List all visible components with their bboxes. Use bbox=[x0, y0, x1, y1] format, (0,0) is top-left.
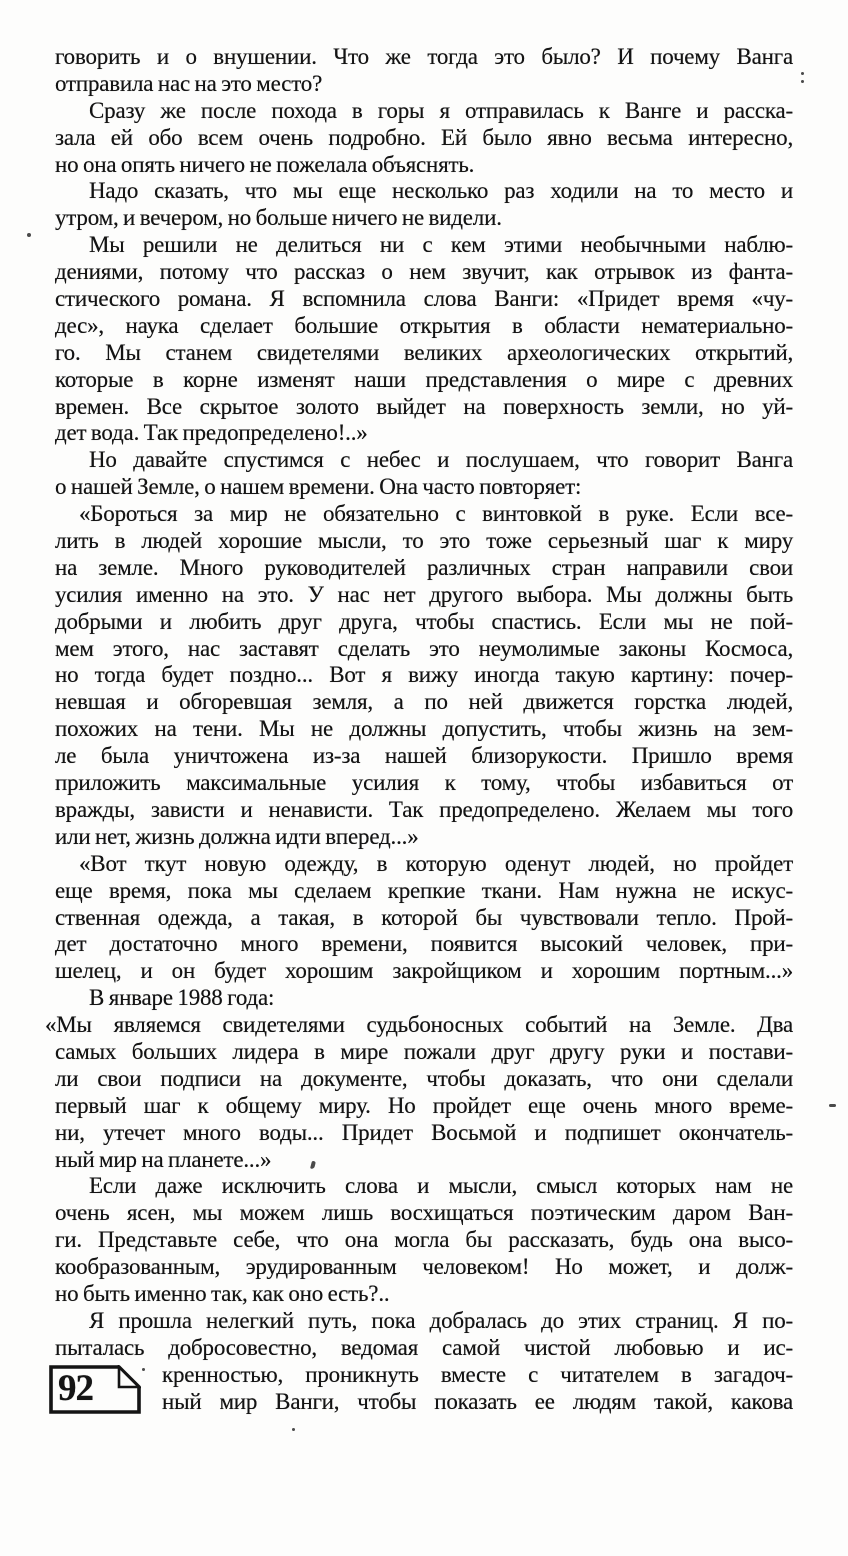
text-line: дет достаточно много времени, появится высокий человек, при- bbox=[55, 931, 793, 957]
text-line: «Мы являемся свидетелями судьбоносных событий на Земле. Два bbox=[45, 1012, 793, 1038]
text-line: Но давайте спустимся с небес и послушаем, что говорит Ванга bbox=[89, 447, 793, 473]
text-line: шелец, и он будет хорошим закройщиком и хорошим портным...» bbox=[55, 958, 793, 984]
text-line: ный мир Ванги, чтобы показать ее людям такой, какова bbox=[162, 1388, 793, 1414]
text-line: ни, утечет много воды... Придет Восьмой и подпишет окончатель- bbox=[55, 1119, 793, 1145]
text-line: дет вода. Так предопределено!..» bbox=[55, 420, 368, 446]
scan-speck bbox=[801, 72, 804, 75]
text-line: лить в людей хорошие мысли, то это тоже серьезный шаг к миру bbox=[55, 528, 793, 554]
scan-speck bbox=[292, 1428, 295, 1431]
text-line: утром, и вечером, но больше ничего не видели. bbox=[55, 205, 502, 231]
text-line: самых больших лидера в мире пожали друг другу руки и постави- bbox=[55, 1038, 793, 1064]
text-line: дениями, потому что рассказ о нем звучит, как отрывок из фанта- bbox=[55, 259, 793, 285]
page-text bbox=[45, 44, 793, 1415]
text-line: «Вот ткут новую одежду, в которую оденут людей, но пройдет bbox=[79, 850, 793, 876]
text-line: говорить и о внушении. Что же тогда это было? И почему Ванга bbox=[55, 44, 793, 69]
text-line: но тогда будет поздно... Вот я вижу иногда такую картину: почер- bbox=[55, 662, 793, 688]
text-line: вражды, зависти и ненависти. Так предопределено. Желаем мы того bbox=[55, 796, 793, 822]
text-line: дес», наука сделает большие открытия в области нематериально- bbox=[55, 312, 793, 338]
text-line: зала ей обо всем очень подробно. Ей было явно весьма интересно, bbox=[55, 124, 793, 150]
scan-speck bbox=[801, 80, 804, 83]
text-line: Я прошла нелегкий путь, пока добралась до этих страниц. Я по- bbox=[89, 1307, 793, 1333]
text-line: которые в корне изменят наши представления о мире с древних bbox=[55, 366, 793, 392]
text-line: похожих на тени. Мы не должны допустить, чтобы жизнь на зем- bbox=[55, 716, 793, 742]
text-line: ги. Представьте себе, что она могла бы рассказать, будь она высо- bbox=[55, 1227, 793, 1253]
text-line: ли свои подписи на документе, чтобы доказать, что они сделали bbox=[55, 1065, 793, 1091]
text-line: первый шаг к общему миру. Но пройдет еще очень много време- bbox=[55, 1092, 793, 1118]
text-line: мем этого, нас заставят сделать это неумолимые законы Космоса, bbox=[55, 635, 793, 661]
text-line: очень ясен, мы можем лишь восхищаться поэтическим даром Ван- bbox=[55, 1200, 793, 1226]
page-number-box bbox=[49, 1365, 141, 1414]
text-line: кренностью, проникнуть вместе с читателем в загадоч- bbox=[162, 1361, 793, 1387]
text-line: Если даже исключить слова и мысли, смысл которых нам не bbox=[89, 1173, 793, 1199]
text-line: ный мир на планете...» bbox=[55, 1146, 272, 1172]
scan-speck bbox=[27, 233, 31, 237]
text-line: Сразу же после похода в горы я отправилась к Ванге и расска- bbox=[89, 97, 793, 123]
text-line: Надо сказать, что мы еще несколько раз ходили на то место и bbox=[89, 178, 793, 204]
page-number: 92 bbox=[58, 1368, 93, 1409]
text-line: го. Мы станем свидетелями великих археологических открытий, bbox=[55, 339, 793, 365]
text-line: времен. Все скрытое золото выйдет на поверхность земли, но уй- bbox=[55, 393, 793, 419]
scan-speck bbox=[142, 1368, 145, 1371]
text-line: Мы решили не делиться ни с кем этими необычными наблю- bbox=[89, 232, 793, 258]
text-line: еще время, пока мы сделаем крепкие ткани. Нам нужна не искус- bbox=[55, 877, 793, 903]
text-line: но она опять ничего не пожелала объяснять. bbox=[55, 151, 475, 177]
text-line: В январе 1988 года: bbox=[89, 985, 275, 1011]
text-line: кообразованным, эрудированным человеком! Но может, и долж- bbox=[55, 1254, 793, 1280]
text-line: усилия именно на это. У нас нет другого выбора. Мы должны быть bbox=[55, 581, 793, 607]
text-line: приложить максимальные усилия к тому, чтобы избавиться от bbox=[55, 770, 793, 796]
text-line: или нет, жизнь должна идти вперед...» bbox=[55, 823, 419, 849]
text-line: ле была уничтожена из-за нашей близорукости. Пришло время bbox=[55, 743, 793, 769]
text-line: но быть именно так, как оно есть?.. bbox=[55, 1280, 390, 1306]
scan-speck bbox=[829, 1104, 836, 1107]
text-line: невшая и обгоревшая земля, а по ней движется горстка людей, bbox=[55, 689, 793, 715]
text-line: на земле. Много руководителей различных стран направили свои bbox=[55, 554, 793, 580]
text-line: о нашей Земле, о нашем времени. Она часто повторяет: bbox=[55, 474, 582, 500]
text-line: «Бороться за мир не обязательно с винтовкой в руке. Если все- bbox=[79, 501, 793, 527]
text-line: пыталась добросовестно, ведомая самой чистой любовью и ис- bbox=[55, 1334, 793, 1360]
text-line: стического романа. Я вспомнила слова Ванги: «Придет время «чу- bbox=[55, 286, 793, 312]
text-line: отправила нас на это место? bbox=[55, 70, 323, 96]
text-line: ственная одежда, а такая, в которой бы чувствовали тепло. Прой- bbox=[55, 904, 793, 930]
text-line: добрыми и любить друг друга, чтобы спастись. Если мы не пой- bbox=[55, 608, 793, 634]
